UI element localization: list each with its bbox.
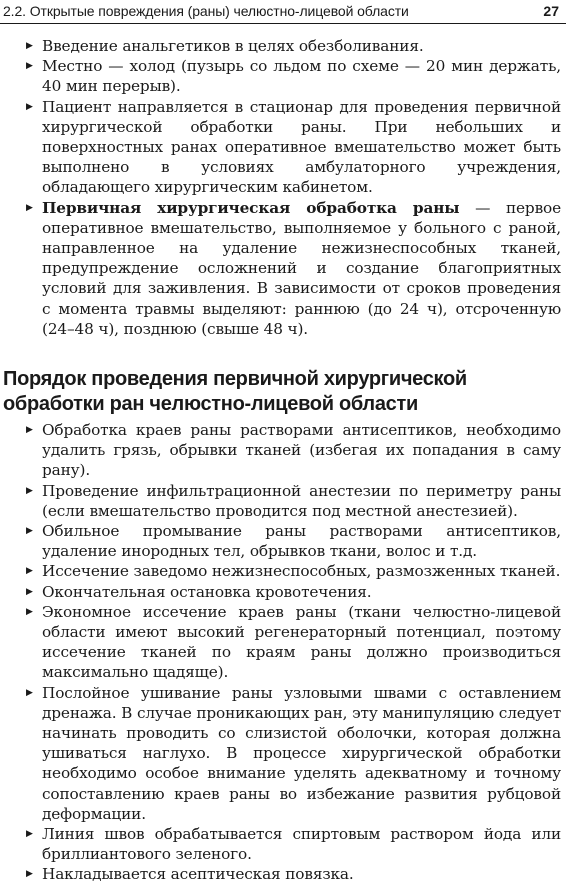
list-item-text: — первое оперативное вмешательство, выполняемое у больного с раной, направленное на удаление нежизнеспособных тканей, предупреждение осложнений и создание благоприятных условий для заживления. В зависимости от сроков проведения с момента травмы выделяют: раннюю (до 24 ч), отсроченную (24–48 ч), позднюю (свыше 48 ч). <box>42 198 561 338</box>
list-item <box>0 864 566 884</box>
list-bottom <box>0 420 566 885</box>
triangle-right-bullet-icon: ▶ <box>26 566 33 577</box>
list-item <box>0 521 566 561</box>
list-item <box>0 420 566 481</box>
section-heading: Порядок проведения первичной хирургической обработки ран челюстно-лицевой области <box>3 368 467 415</box>
list-item-text: Экономное иссечение краев раны (ткани челюстно-лицевой области имеют высокий регенераторный потенциал, поэтому иссечение тканей по краям раны должно производиться максимально щадяще). <box>42 602 561 682</box>
list-top <box>0 36 566 339</box>
list-item <box>0 582 566 602</box>
list-item-text: Местно — холод (пузырь со льдом по схеме — 20 мин держать, 40 мин перерыв). <box>42 57 561 96</box>
list-item <box>0 683 566 824</box>
triangle-right-bullet-icon: ▶ <box>26 829 33 840</box>
list-item-text: Линия швов обрабатывается спиртовым раствором йода или бриллиантового зеленого. <box>42 825 561 864</box>
triangle-right-bullet-icon: ▶ <box>26 202 33 213</box>
triangle-right-bullet-icon: ▶ <box>26 586 33 597</box>
triangle-right-bullet-icon: ▶ <box>26 687 33 698</box>
list-item <box>0 824 566 864</box>
triangle-right-bullet-icon: ▶ <box>26 101 33 112</box>
list-item-text: Окончательная остановка кровотечения. <box>42 582 372 601</box>
list-item-text: Обильное промывание раны растворами антисептиков, удаление инородных тел, обрывков ткани, волос и т.д. <box>42 522 561 561</box>
running-head <box>0 0 566 24</box>
triangle-right-bullet-icon: ▶ <box>26 425 33 435</box>
list-item-text: Проведение инфильтрационной анестезии по периметру раны (если вмешательство проводится под местной анестезией). <box>42 481 561 520</box>
triangle-right-bullet-icon: ▶ <box>26 41 33 51</box>
list-item-text: Послойное ушивание раны узловыми швами с оставлением дренажа. В случае проникающих ран, эту манипуляцию следует начинать проводить со слизистой оболочки, которая должна ушиваться наглухо. В процессе хирургической обработки необходимо особое внимание уделять адекватному и точному сопоставлению краев раны во избежание развития рубцовой деформации. <box>42 683 562 823</box>
triangle-right-bullet-icon: ▶ <box>26 61 33 72</box>
list-item <box>0 56 566 96</box>
list-item-text: Накладывается асептическая повязка. <box>42 865 354 884</box>
page-number: 27 <box>543 3 559 19</box>
triangle-right-bullet-icon: ▶ <box>26 606 33 617</box>
triangle-right-bullet-icon: ▶ <box>26 526 33 537</box>
list-item <box>0 561 566 581</box>
list-item-text: Введение анальгетиков в целях обезболивания. <box>42 37 424 55</box>
list-item-text: Иссечение заведомо нежизнеспособных, размозженных тканей. <box>42 562 561 581</box>
list-item-text: Обработка краев раны растворами антисептиков, необходимо удалить грязь, обрывки тканей (избегая их попадания в саму рану). <box>42 421 561 480</box>
list-item <box>0 36 566 56</box>
triangle-right-bullet-icon: ▶ <box>26 869 33 880</box>
list-item <box>0 602 566 683</box>
list-item-text: Пациент направляется в стационар для проведения первичной хирургической обработки раны. При небольших и поверхностных ранах оперативное вмешательство может быть выполнено в условиях амбулаторного учреждения, обладающего хирургическим кабинетом. <box>42 97 561 197</box>
running-head-title: 2.2. Открытые повреждения (раны) челюстно-лицевой области <box>3 3 409 19</box>
triangle-right-bullet-icon: ▶ <box>26 485 33 496</box>
list-item <box>0 97 566 198</box>
list-item <box>0 481 566 521</box>
list-item <box>0 198 566 339</box>
list-item-lead-term: Первичная хирургическая обработка раны <box>42 198 460 217</box>
